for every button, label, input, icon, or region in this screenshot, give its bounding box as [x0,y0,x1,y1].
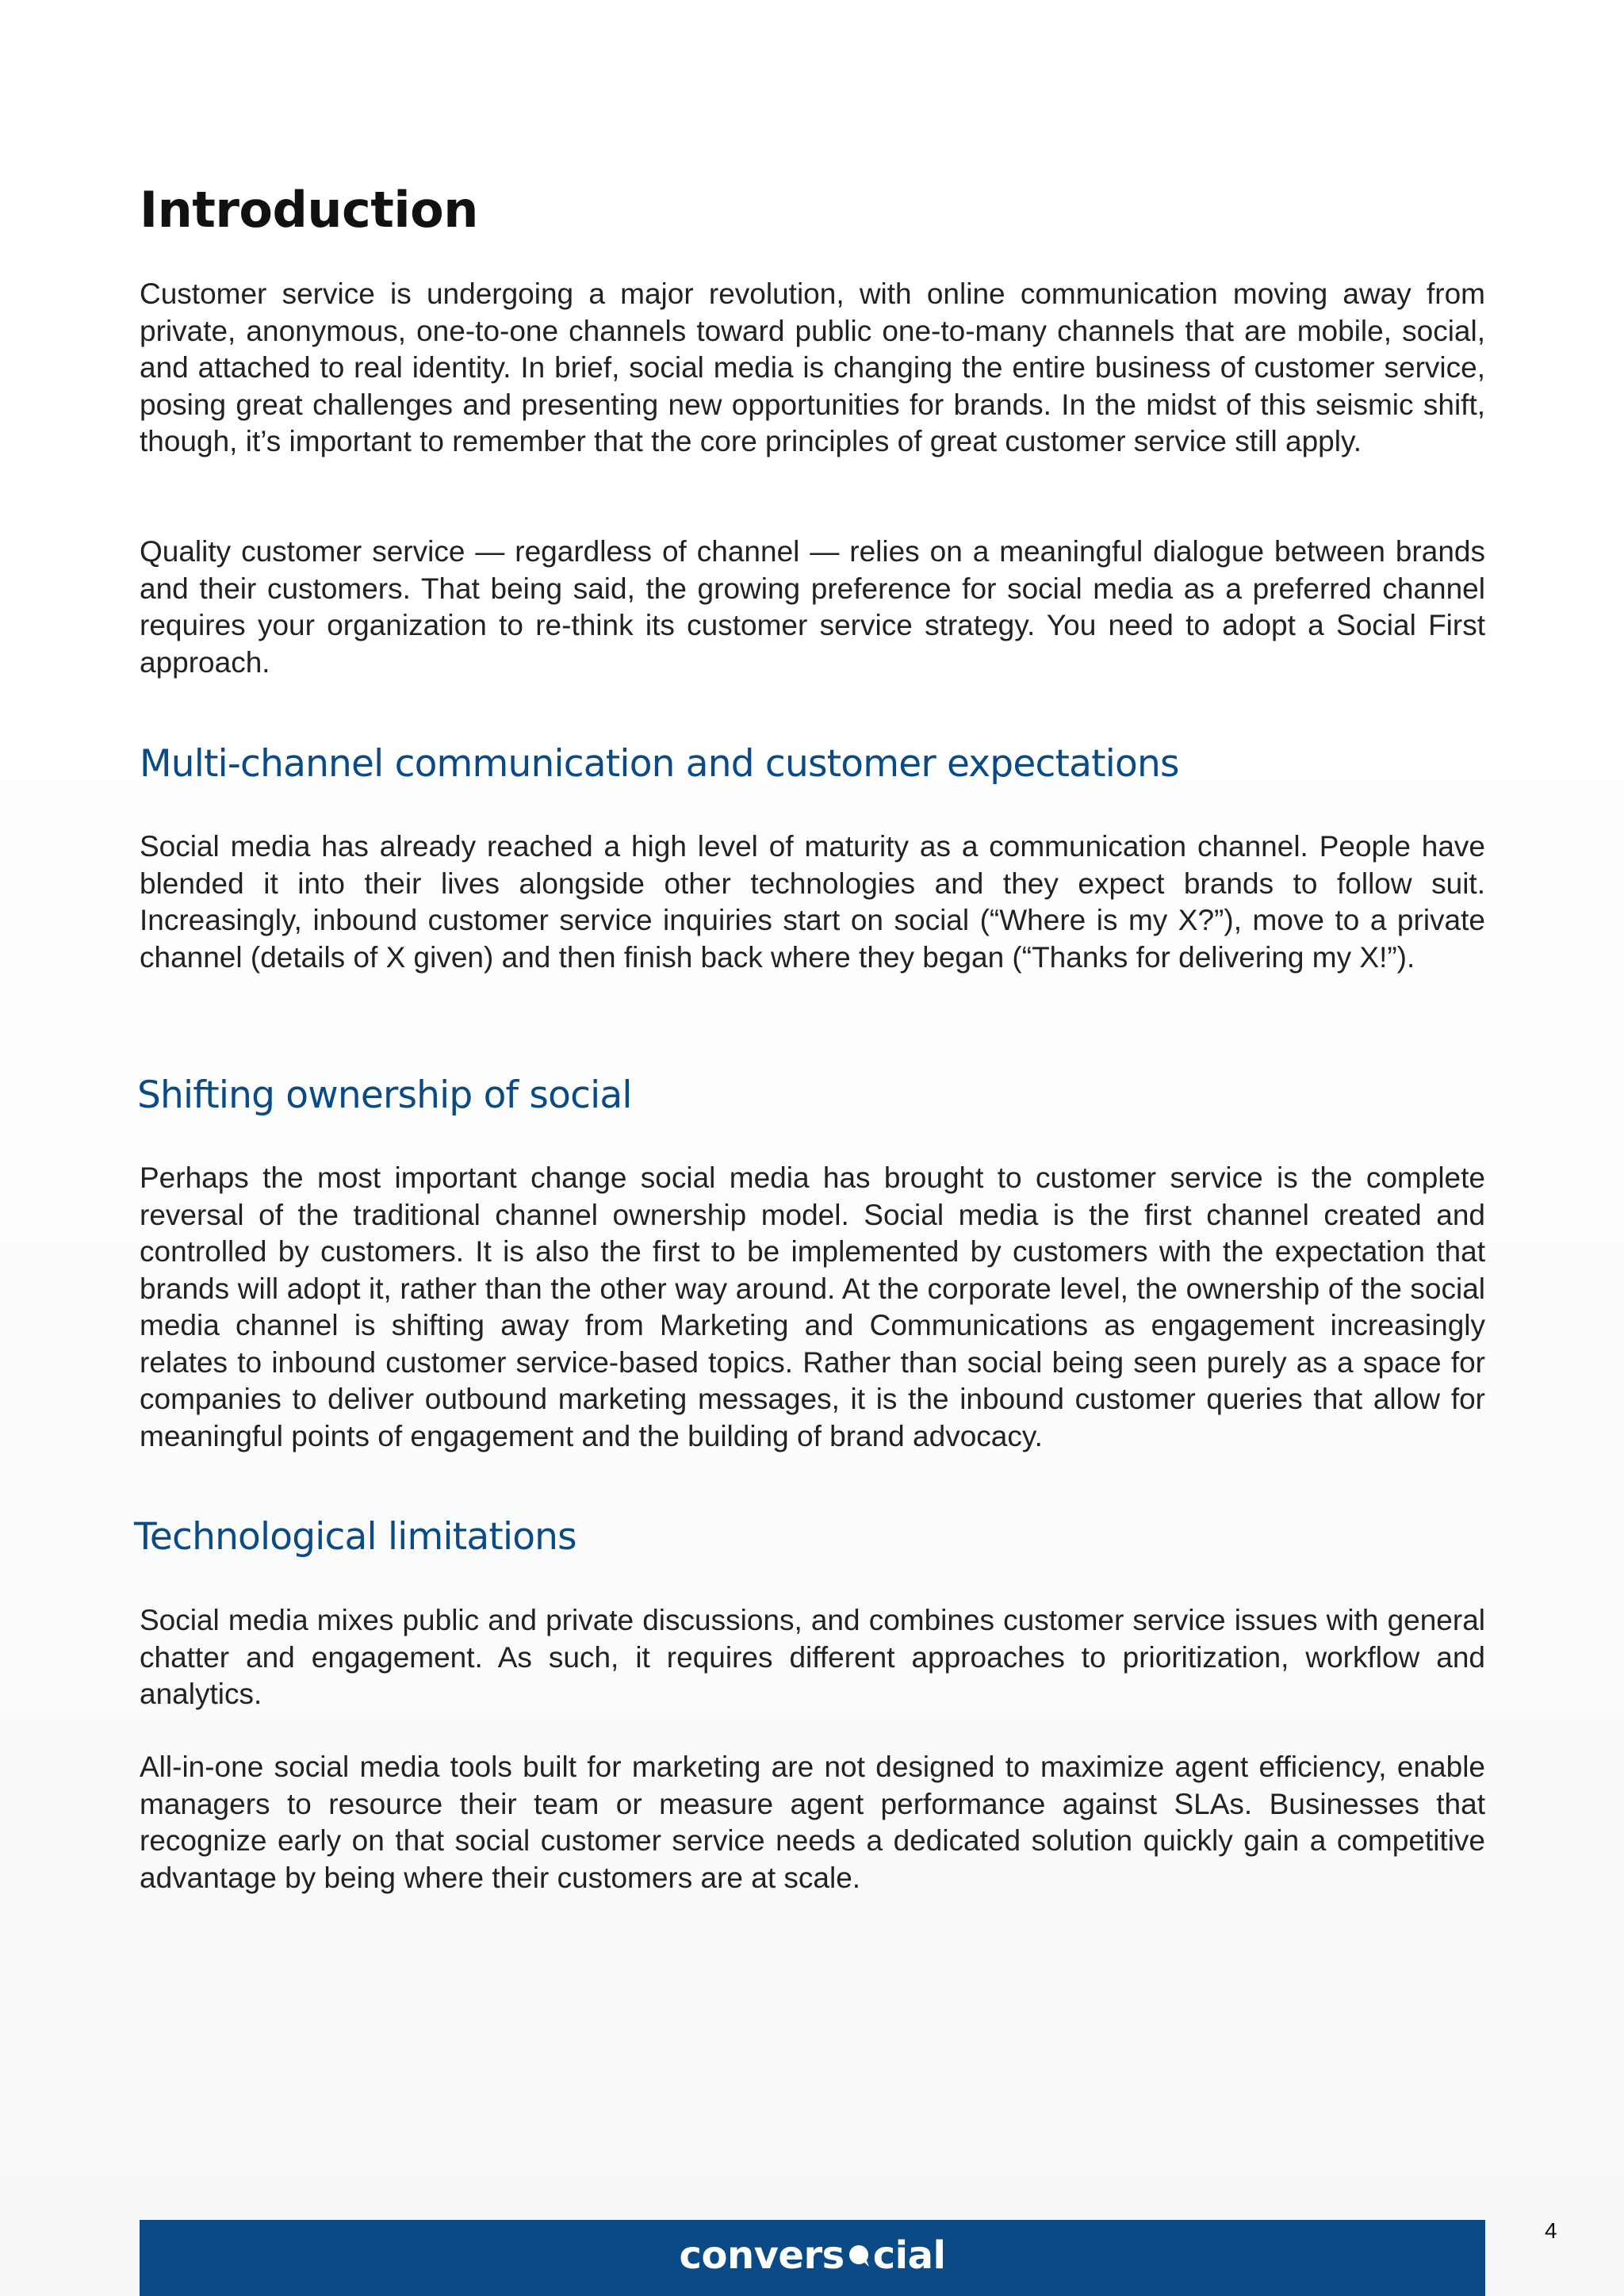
intro-paragraph-1-block [140,276,1485,461]
page-number: 4 [1545,2218,1557,2243]
section-tech-body-1 [140,1602,1485,1713]
conversocial-logo [680,2233,946,2278]
section-paragraph: Social media mixes public and private discussions, and combines customer service issues with general chatter and engagement. As such, it requires different approaches to prioritization, workflow and analytics. [140,1604,1485,1710]
section-heading: Technological limitations [134,1515,576,1559]
section-multichannel [140,744,1485,785]
intro-paragraph: Quality customer service — regardless of channel — relies on a meaningful dialogue between brands and their customers. That being said, the growing preference for social media as a preferred channel requires your organization to re-think its customer service strategy. You need to adopt a Social First approach. [140,535,1485,679]
footer-bar [140,2220,1485,2296]
section-ownership [137,1075,1483,1116]
section-tech-body-2 [140,1749,1485,1896]
intro-paragraph-2-block [140,534,1485,681]
section-multichannel-body [140,828,1485,976]
section-paragraph: Social media has already reached a high level of maturity as a communication channel. People have blended it into their lives alongside other technologies and they expect brands to follow suit. Increasingly, inbound customer service inquiries start on social (“Where is my X?”), move to a private channel (details of X given) and then finish back where they began (“Thanks for delivering my X!”). [140,830,1485,974]
page-title: Introduction [140,181,478,239]
logo-text-start: convers [679,2233,845,2278]
section-paragraph: All-in-one social media tools built for marketing are not designed to maximize agent efficiency, enable managers to resource their team or measure agent performance against SLAs. Businesses that recognize early on that social customer service needs a dedicated solution quickly gain a competitive advantage by being where their customers are at scale. [140,1751,1485,1894]
logo-text-end: cial [872,2233,946,2278]
section-heading: Multi-channel communication and customer expectations [140,742,1179,786]
section-heading: Shifting ownership of social [137,1073,632,1117]
section-paragraph: Perhaps the most important change social media has brought to customer service is the complete reversal of the traditional channel ownership model. Social media is the first channel created and controlled by customers. It is also the first to be implemented by customers with the expectation that brands will adopt it, rather than the other way around. At the corporate level, the ownership of the social media channel is shifting away from Marketing and Communications as engagement increasingly relates to inbound customer service-based topics. Rather than social being seen purely as a space for companies to deliver outbound marketing messages, it is the inbound customer queries that allow for meaningful points of engagement and the building of brand advocacy. [140,1161,1485,1452]
intro-paragraph: Customer service is undergoing a major revolution, with online communication moving away from private, anonymous, one-to-one channels toward public one-to-many channels that are mobile, social, and attached to real identity. In brief, social media is changing the entire business of customer service, posing great challenges and presenting new opportunities for brands. In the midst of this seismic shift, though, it’s important to remember that the core principles of great customer service still apply. [140,277,1485,457]
section-ownership-body [140,1160,1485,1455]
page-content [134,174,1485,1894]
speech-bubble-icon [845,2242,872,2269]
section-tech [134,1517,1480,1558]
